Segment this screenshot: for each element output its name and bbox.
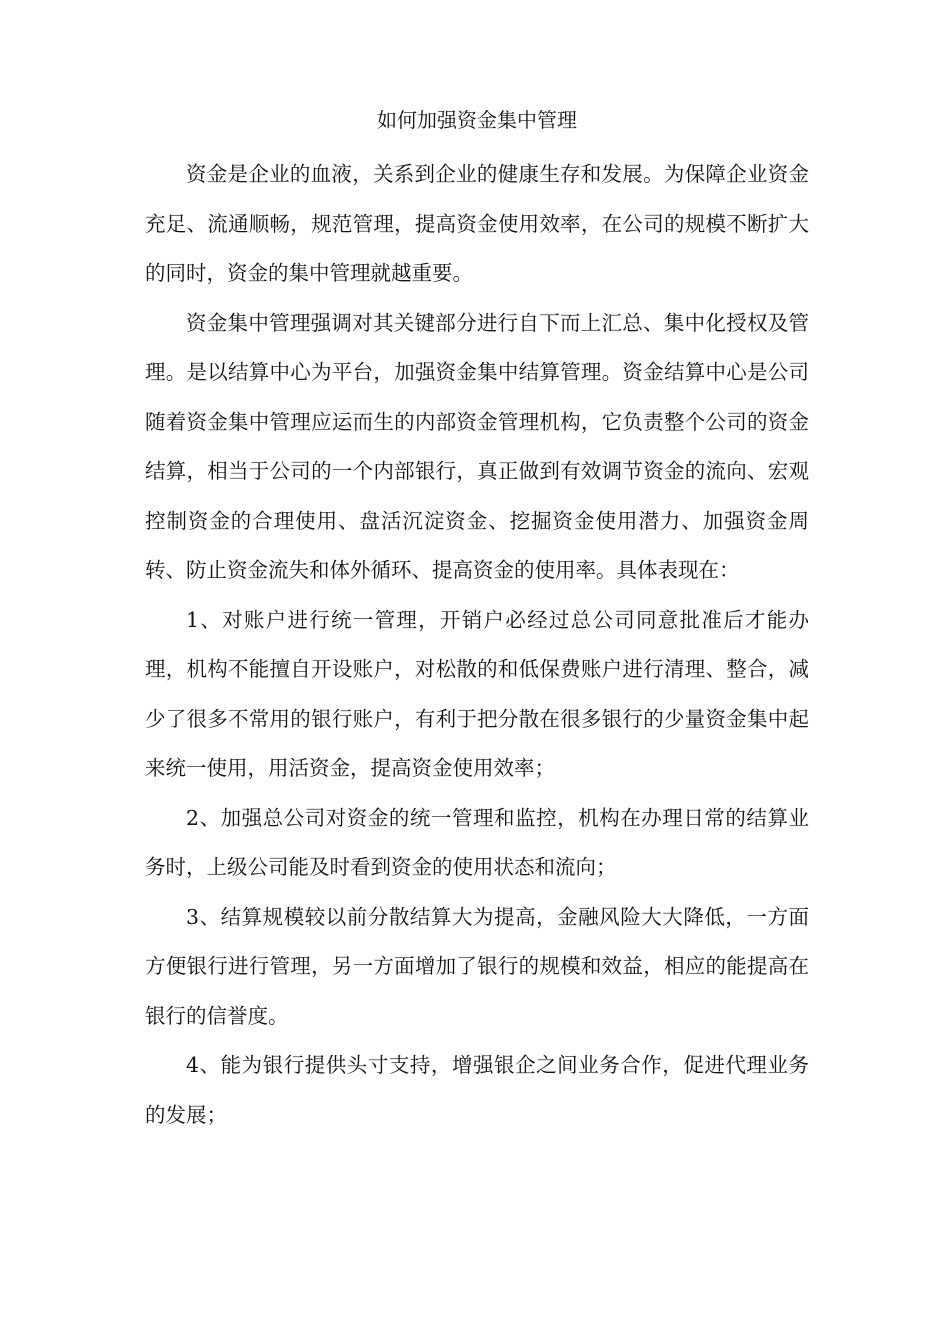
paragraph-intro: 资金是企业的血液，关系到企业的健康生存和发展。为保障企业资金充足、流通顺畅，规范管理，提高资金使用效率，在公司的规模不断扩大的同时，资金的集中管理就越重要。 [145,162,809,285]
page-title: 如何加强资金集中管理 [377,108,577,132]
document-body [145,106,809,1140]
paragraph-settlement-center: 资金集中管理强调对其关键部分进行自下而上汇总、集中化授权及管理。是以结算中心为平台，加强资金集中结算管理。资金结算中心是公司随着资金集中管理应运而生的内部资金管理机构，它负责整个公司的资金结算，相当于公司的一个内部银行，真正做到有效调节资金的流向、宏观控制资金的合理使用、盘活沉淀资金、挖掘资金使用潜力、加强资金周转、防止资金流失和体外循环、提高资金的使用率。具体表现在： [145,310,809,582]
paragraph-point-2: 2、加强总公司对资金的统一管理和监控，机构在办理日常的结算业务时，上级公司能及时看到资金的使用状态和流向； [145,805,809,879]
paragraph-point-1: 1、对账户进行统一管理，开销户必经过总公司同意批准后才能办理，机构不能擅自开设账户，对松散的和低保费账户进行清理、整合，减少了很多不常用的银行账户，有利于把分散在很多银行的少量资金集中起来统一使用，用活资金，提高资金使用效率； [145,607,809,780]
paragraph-point-3: 3、结算规模较以前分散结算大为提高，金融风险大大降低，一方面方便银行进行管理，另一方面增加了银行的规模和效益，相应的能提高在银行的信誉度。 [145,904,809,1028]
paragraph-point-4: 4、能为银行提供头寸支持，增强银企之间业务合作，促进代理业务的发展； [145,1053,809,1127]
